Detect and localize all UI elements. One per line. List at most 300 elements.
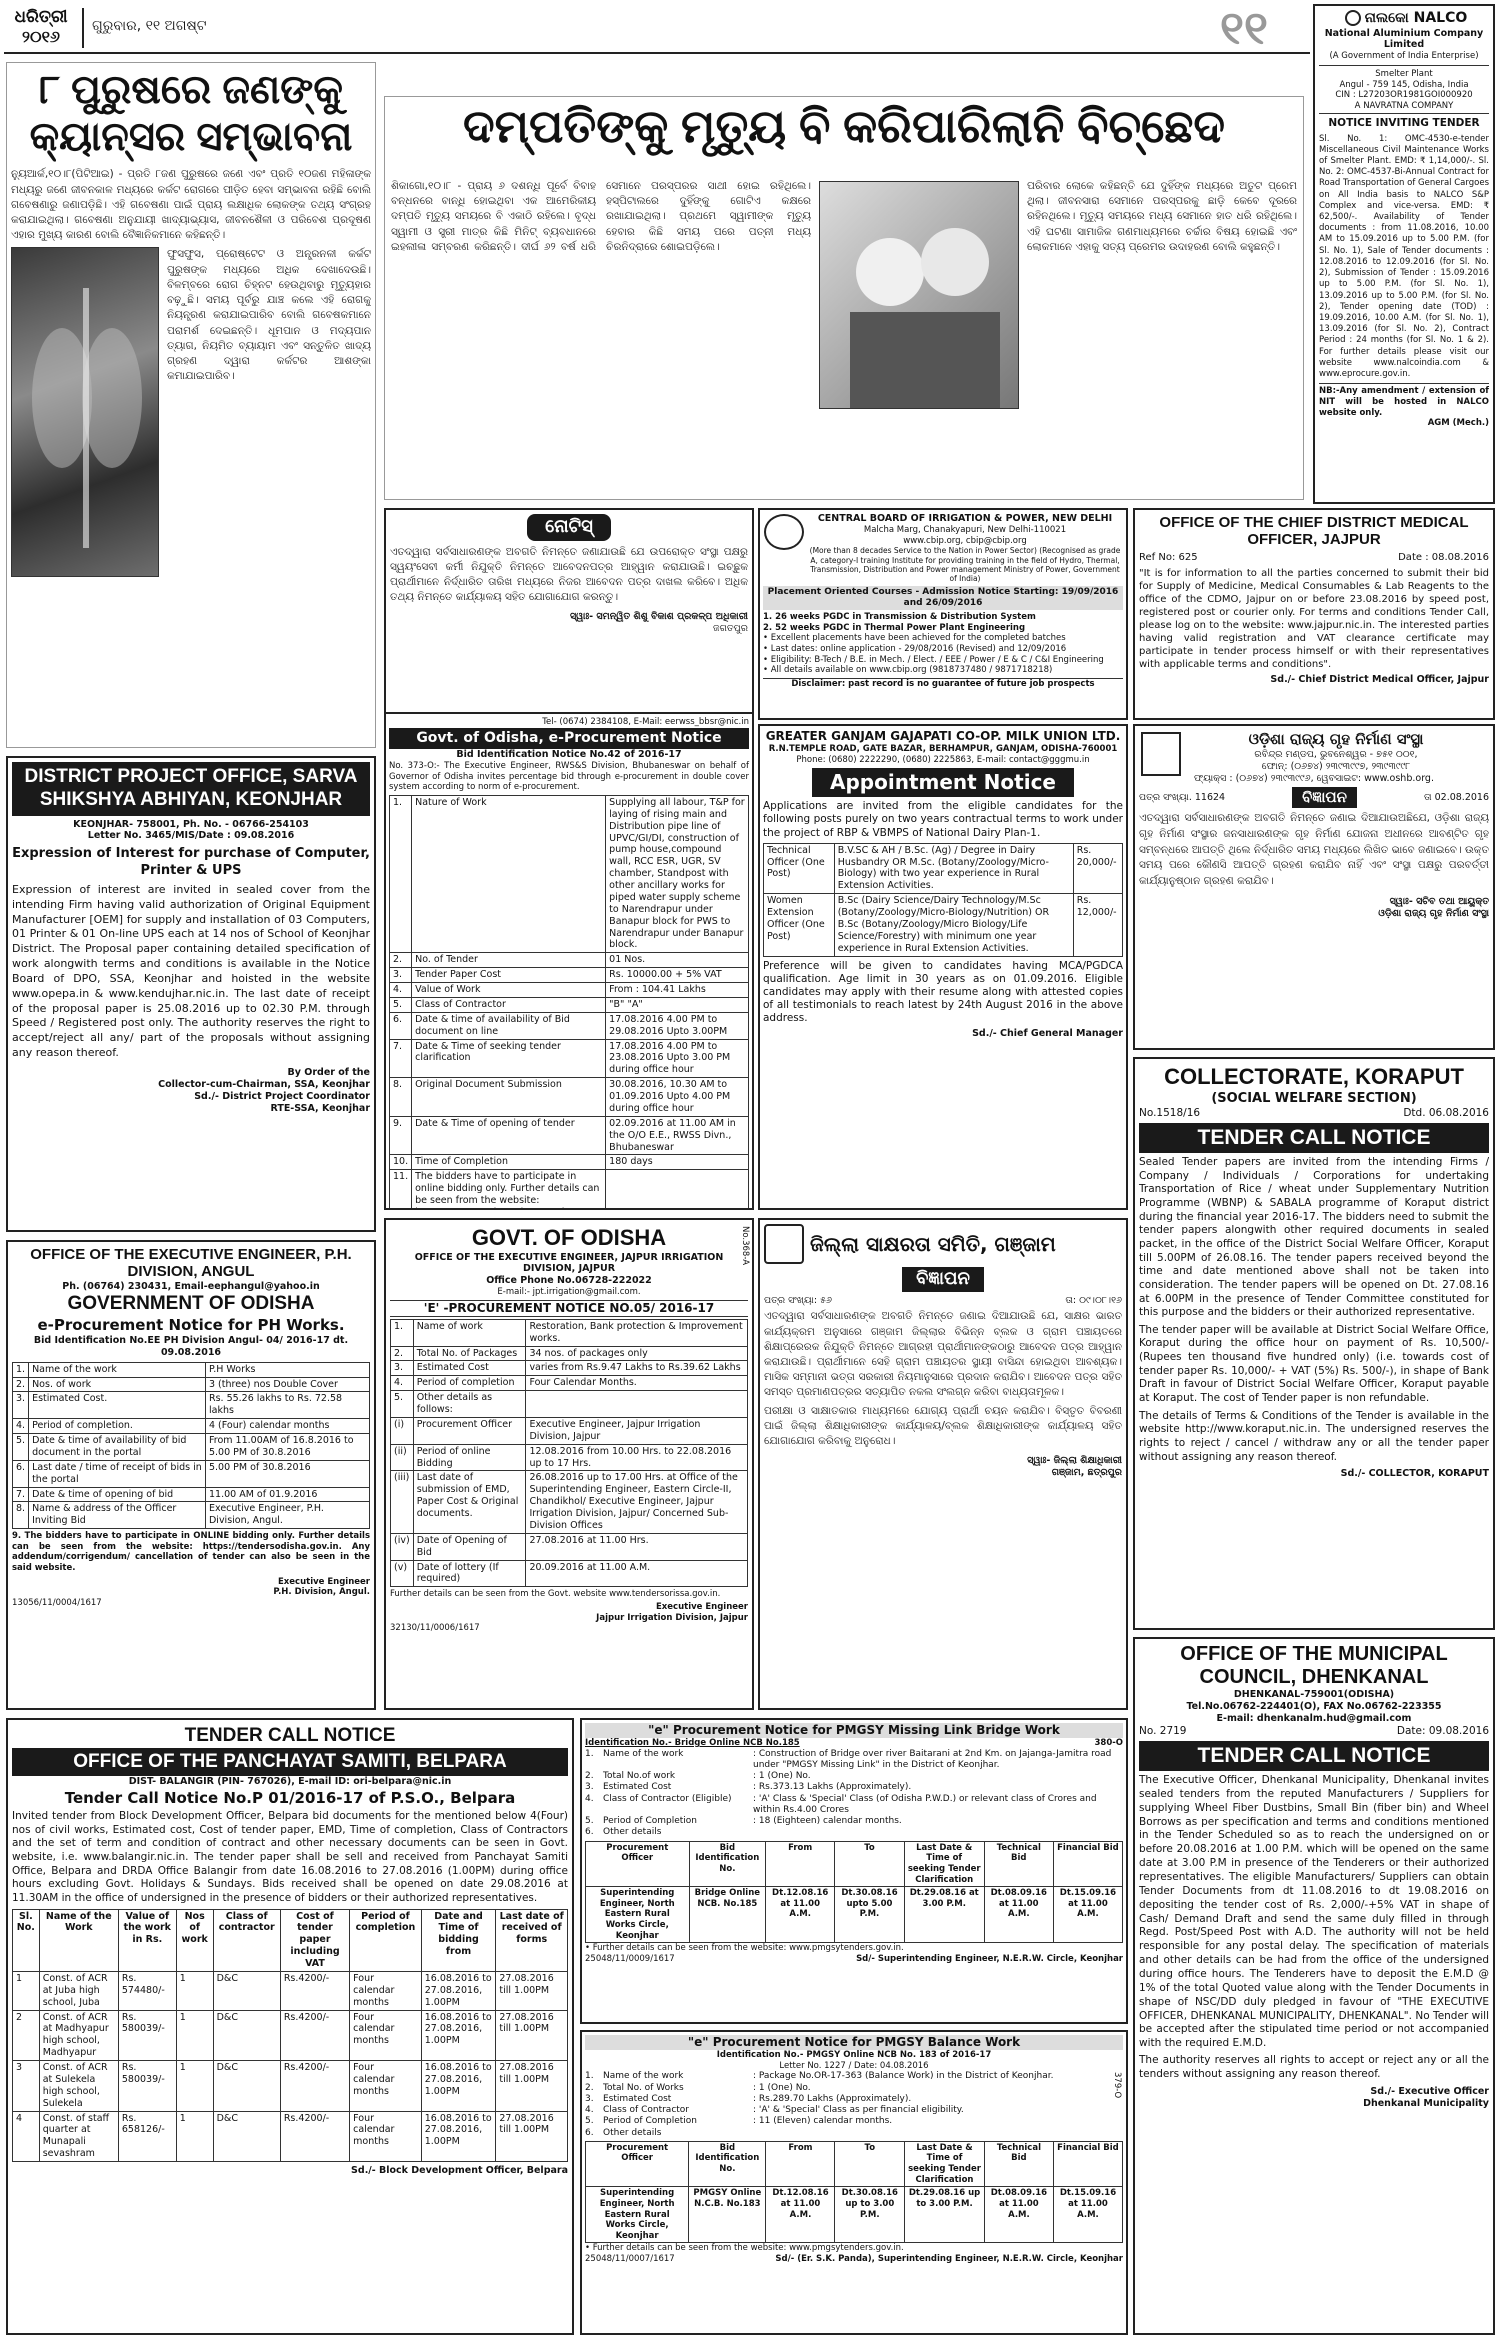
dpo-sign: Sd./- District Project Coordinator [194, 1090, 370, 1102]
rwss-notice [384, 712, 754, 1210]
koraput-band: TENDER CALL NOTICE [1139, 1123, 1489, 1153]
pmgsy2-item-value [753, 2128, 1123, 2139]
belpara-cell: Rs. 658126/- [118, 2111, 176, 2162]
angul-cell: Last date / time of receipt of bids in the portal [29, 1460, 206, 1487]
jajpur-cell: 4. [391, 1376, 414, 1391]
belpara-cell: Four calendar months [350, 2061, 422, 2112]
nalco-sign: AGM (Mech.) [1427, 418, 1489, 429]
belpara-cell: Four calendar months [350, 2111, 422, 2162]
angul-note: 9. The bidders have to participate in ONLINE bidding only. Further details can be seen from the website: https://tendersodisha.gov.in. Any addendum/corrigendum/ cancellation of tender can also be seen in the said website. [12, 1531, 370, 1573]
rwss-row [390, 953, 749, 968]
jajpur-cell: Name of work [413, 1319, 526, 1346]
pmgsy2-item [585, 2094, 1123, 2105]
angul-sub: e-Procurement Notice for PH Works. [37, 1316, 345, 1335]
icds-notice-body: ଏତଦ୍ୱାରା ସର୍ବସାଧାରଣଙ୍କ ଅବଗତି ନିମନ୍ତେ ଜଣାଯାଉଛି ଯେ ଉପରୋକ୍ତ ସଂସ୍ଥା ପକ୍ଷରୁ ସ୍ୱୟଂସେବୀ କର୍ମୀ ନିଯୁକ୍ତି ନିମନ୍ତେ ଆବେଦନପତ୍ର ଆହ୍ୱାନ କରାଯାଉଛି। ଇଚ୍ଛୁକ ପ୍ରାର୍ଥୀମାନେ ନିର୍ଦ୍ଧାରିତ ତାରିଖ ମଧ୍ୟରେ ନିଜର ଆବେଦନ ପତ୍ର ଦାଖଲ କରିବେ। ଅଧିକ ତଥ୍ୟ ନିମନ୍ତେ କାର୍ଯ୍ୟାଳୟ ସହିତ ଯୋଗାଯୋଗ କରନ୍ତୁ। [390, 545, 748, 604]
angul-cell: 4. [13, 1419, 29, 1434]
belpara-row [13, 1971, 568, 2010]
jajpur-cell: Total No. of Packages [413, 1346, 526, 1361]
milk-row [764, 843, 1123, 894]
jajpur-email: E-mail:- jpt.irrigation@gmail.com. [497, 1287, 641, 1298]
belpara-col-header: Name of the Work [39, 1909, 118, 1971]
cdmo-ref: Ref No: 625 [1139, 551, 1198, 563]
pmgsy1-cell: Bridge Online NCB. No.185 [689, 1887, 766, 1943]
pmgsy1-item-label: Name of the work [603, 1748, 684, 1759]
pmgsy1-item [585, 1749, 1123, 1772]
pmgsy1-item-value [753, 1827, 1123, 1838]
rwss-row [390, 1170, 749, 1210]
pmgsy1-item [585, 1827, 1123, 1838]
jajpur-cell: Last date of submission of EMD, Paper Cost & Original documents. [413, 1471, 526, 1533]
rwss-intro: No. 373-O:- The Executive Engineer, RWS&S Division, Bhubaneswar on behalf of Governor of Odisha invites percentage bid through e-procurement in double cover system according to norm of e-procurement. [389, 761, 749, 793]
story-cancer-headline: ୮ ପୁରୁଷରେ ଜଣଙ୍କୁ କ୍ୟାନ୍ସର ସମ୍ଭାବନା [29, 68, 353, 160]
pmgsy2-item-value: : 'A' & 'Special' Class as per financial eligibility. [753, 2105, 964, 2115]
pmgsy1-item-value: : 1 (One) No. [753, 1771, 811, 1782]
milk-cell: Rs. 20,000/- [1073, 843, 1122, 894]
oshb-title: ଓଡ଼ିଶା ରାଜ୍ୟ ଗୃହ ନିର୍ମାଣ ସଂସ୍ଥା [1248, 730, 1424, 748]
belpara-cell: Const. of staff quarter at Munapali sevashram [39, 2111, 118, 2162]
rwss-row [390, 1039, 749, 1078]
pmgsy1-item-no: 2. [585, 1771, 594, 1782]
rwss-row [390, 997, 749, 1012]
pmgsy1-item-value: : Rs.373.13 Lakhs (Approximately). [753, 1782, 912, 1793]
rwss-cell: 7. [390, 1039, 412, 1078]
pmgsy2-item-label: Class of Contractor [603, 2105, 689, 2115]
masthead-divider [82, 8, 84, 48]
angul-cell: 4 (Four) calendar months [205, 1419, 369, 1434]
belpara-cell: 4 [13, 2111, 40, 2162]
oshb-notice [1133, 724, 1495, 1050]
pmgsy1-cell: Dt.08.09.16 at 11.00 A.M. [984, 1887, 1053, 1943]
pmgsy2-title: "e" Procurement Notice for PMGSY Balance Work [585, 2035, 1123, 2050]
jajpur-note: Further details can be seen from the Govt. website www.tendersorissa.gov.in. [390, 1589, 721, 1600]
pmgsy1-footsign: Sd/- Superintending Engineer, N.E.R.W. Circle, Keonjhar [856, 1953, 1123, 1964]
koraput-date: Dtd. 06.08.2016 [1403, 1106, 1489, 1119]
jajpur-phone: Office Phone No.06728-222022 [486, 1275, 652, 1287]
jajpur-side-no: No.368-A [740, 1226, 750, 1266]
rwss-cell: Time of Completion [412, 1155, 606, 1170]
pmgsy2-item-label: Period of Completion [603, 2116, 698, 2127]
pmgsy2-item-no: 3. [585, 2093, 594, 2104]
pmgsy2-item-no: 6. [585, 2127, 594, 2138]
angul-row [13, 1434, 370, 1461]
cbip-band: Placement Oriented Courses - Admission Notice Starting: 19/09/2016 and 26/09/2016 [763, 586, 1123, 611]
oshb-head: ବିଜ୍ଞାପନ [1292, 787, 1357, 808]
angul-code: 13056/11/0004/1617 [12, 1597, 102, 1608]
pmgsy-bridge-notice [580, 1718, 1128, 2024]
belpara-cell: 1 [13, 1971, 40, 2010]
rwss-cell: Tender Paper Cost [412, 968, 606, 983]
jajpur-cell: 1. [391, 1319, 414, 1346]
pmgsy1-item-label: Period of Completion [603, 1816, 698, 1827]
pmgsy1-col-header: Procurement Officer [586, 1841, 690, 1887]
pmgsy1-item-label: Other details [603, 1827, 662, 1838]
dpo-title: DISTRICT PROJECT OFFICE, SARVA SHIKSHYA ABHIYAN, KEONJHAR [12, 762, 370, 816]
pmgsy1-col-header: To [835, 1841, 904, 1887]
cbip-item: • Last dates: online application - 29/08/2016 (Revised) and 12/09/2016 [763, 644, 1067, 654]
pmgsy1-item-no: 1. [585, 1748, 594, 1759]
angul-cell: Date & time of availability of bid document in the portal [29, 1434, 206, 1461]
belpara-row [13, 2061, 568, 2112]
rwss-cell: Nature of Work [412, 795, 606, 952]
oshb-fax: ଫ୍ୟାକ୍ସ : (୦୬୭୪) ୨୩୯୩୯୯୬, ୱେବସାଇଟ: www.oshb.org. [1194, 772, 1434, 784]
milk-row [764, 894, 1123, 956]
belpara-header-row [13, 1909, 568, 1971]
pmgsy1-item-no: 5. [585, 1816, 594, 1827]
angul-cell: 3. [13, 1392, 29, 1419]
pmgsy2-table [585, 2141, 1123, 2244]
angul-row [13, 1377, 370, 1392]
dhenkanal-title: OFFICE OF THE MUNICIPAL COUNCIL, DHENKANAL [1180, 1643, 1448, 1688]
pmgsy1-id: Identification No.- Bridge Online NCB No.185 [585, 1738, 800, 1748]
jajpur-row [391, 1319, 748, 1346]
pmgsy1-header-row [586, 1841, 1123, 1887]
rwss-row [390, 968, 749, 983]
pmgsy2-item-label: Total No. of Works [603, 2082, 684, 2093]
pmgsy1-col-header: Technical Bid [984, 1841, 1053, 1887]
belpara-table [12, 1909, 568, 2163]
pmgsy2-col-header: Last Date & Time of seeking Tender Clarification [905, 2141, 985, 2187]
jajpur-row [391, 1361, 748, 1376]
angul-row [13, 1460, 370, 1487]
jajpur-row [391, 1560, 748, 1587]
xray-image-icon [12, 248, 159, 577]
cbip-title: CENTRAL BOARD OF IRRIGATION & POWER, NEW DELHI [817, 513, 1113, 524]
pmgsy2-item-no: 2. [585, 2082, 594, 2093]
angul-cell: 1. [13, 1362, 29, 1377]
dpo-sign: RTE-SSA, Keonjhar [270, 1102, 370, 1114]
pmgsy2-id: Identification No.- PMGSY Online NCB No. 183 of 2016-17 [716, 2050, 992, 2060]
rwss-cell: Date & Time of opening of tender [412, 1116, 606, 1155]
angul-cell: From 11.00AM of 16.8.2016 to 5.00 PM of 30.8.2016 [205, 1434, 369, 1461]
jajpur-cell: Procurement Officer [413, 1417, 526, 1444]
dhenkanal-date: Date: 09.08.2016 [1396, 1724, 1489, 1737]
angul-cell: Executive Engineer, P.H. Division, Angul. [205, 1502, 369, 1529]
pmgsy2-col-header: Bid Identification No. [689, 2141, 766, 2187]
dhenkanal-body: The Executive Officer, Dhenkanal Municipality, Dhenkanal invites sealed tenders from the reputed Manufacturers / Suppliers for supplying Wheel Fiber Dustbins, Small Bin (fiber bin) and Wheel Borrows as per specification and terms and conditions mentioned in the Tender Scheduled so as to reach the undersigned on or before 20.08.2016 at 1.00 P.M. which will be opened on the same date at 3.00 P.M in presence of the Tenderers or their authorized representatives. The eligible Manufacturers/ Suppliers can obtain Tender Documents from dt 11.08.2016 to dt 19.08.2016 on depositing the tender cost of Rs. 2,000/-+5% VAT in shape of Cash/ Demand Draft and send the same duly filled in through Regd. Post/Speed Post with A.D. The authority will not be held responsible for any postal delay. The specification of materials and other details can be had from the office of the undersigned during office hours. The Tenderers have to deposit the E.M.D @ 1% of the total Quoted value along with the Tender Documents in shape of NSC/DD duly pledged in favour of "THE EXECUTIVE OFFICER, DHENKANAL MUNICIPALITY, DHENKANAL". No Tender will be accepted after the stipulated time period or not accompanied with the required E.M.D. [1139, 1774, 1489, 2050]
angul-ph-notice [6, 1240, 376, 1710]
belpara-cell: D&C [213, 2061, 280, 2112]
dhenkanal-sign: Sd./- Executive Officer [1370, 2085, 1489, 2097]
rwss-cell: Original Document Submission [412, 1078, 606, 1117]
belpara-cell: Const. of ACR at Sulekela high school, Sulekela [39, 2061, 118, 2112]
pmgsy1-items [585, 1749, 1123, 1839]
rwss-cell: From : 104.41 Lakhs [606, 983, 749, 998]
angul-cell: Period of completion. [29, 1419, 206, 1434]
koraput-sign: Sd./- COLLECTOR, KORAPUT [1340, 1468, 1489, 1480]
jajpur-cell: (i) [391, 1417, 414, 1444]
belpara-cell: 27.08.2016 till 1.00PM [496, 2111, 568, 2162]
rwss-row [390, 1116, 749, 1155]
jajpur-title: GOVT. OF ODISHA [471, 1225, 667, 1250]
jajpur-cell: 34 nos. of packages only [526, 1346, 748, 1361]
rwss-cell: 1. [390, 795, 412, 952]
belpara-cell: Four calendar months [350, 2010, 422, 2061]
belpara-col-header: Period of completion [350, 1909, 422, 1971]
pmgsy2-item [585, 2071, 1123, 2082]
belpara-notice [6, 1718, 574, 2335]
story-cancer-body-2: ଫୁସଫୁସ, ପ୍ରୋଷ୍ଟେଟ ଓ ଅନ୍ତ୍ରନଳୀ କର୍କଟ ପୁରୁଷଙ୍କ ମଧ୍ୟରେ ଅଧିକ ଦେଖାଦେଉଛି। ବିଳମ୍ବରେ ରୋଗ ଚିହ୍ନଟ ହେଉଥିବାରୁ ମୃତ୍ୟୁହାର ବଢ଼ୁଛି। ସମୟ ପୂର୍ବରୁ ଯାଞ୍ଚ କଲେ ଏହି ରୋଗକୁ ନିୟନ୍ତ୍ରଣ କରାଯାଇପାରିବ ବୋଲି ଗବେଷକମାନେ ପରାମର୍ଶ ଦେଇଛନ୍ତି। ଧୂମପାନ ଓ ମଦ୍ୟପାନ ତ୍ୟାଗ, ନିୟମିତ ବ୍ୟାୟାମ ଏବଂ ସନ୍ତୁଳିତ ଖାଦ୍ୟ ଗ୍ରହଣ ଦ୍ୱାରା କର୍କଟର ଆଶଙ୍କା କମାଯାଇପାରିବ। [167, 248, 371, 383]
angul-cell: Name & address of the Officer Inviting Bid [29, 1502, 206, 1529]
rwss-row [390, 1155, 749, 1170]
jajpur-cell: Date of Opening of Bid [413, 1533, 526, 1560]
cbip-addr: Malcha Marg, Chanakyapuri, New Delhi-110021 [863, 524, 1067, 535]
pmgsy1-code: 380-O [1094, 1738, 1123, 1748]
dhenkanal-sign: Dhenkanal Municipality [1363, 2097, 1489, 2109]
belpara-cell: 27.08.2016 till 1.00PM [496, 2010, 568, 2061]
pmgsy1-cell: Dt.30.08.16 upto 5.00 P.M. [835, 1887, 904, 1943]
cbip-rec: (More than 8 decades Service to the Nation in Power Sector) (Recognised as grade A, category-I training Institute for providing training in the field of Hydro, Thermal, Transmission, Distribution and Power management Ministry of Power, Government of India) [809, 546, 1121, 584]
belpara-cell: 2 [13, 2010, 40, 2061]
xray-photo [11, 247, 159, 577]
masthead-year: ୨୦୧୬ [22, 29, 60, 46]
jajpur-cell: 27.08.2016 at 11.00 Hrs. [526, 1533, 748, 1560]
jajpur-cell: Period of online Bidding [413, 1444, 526, 1471]
pmgsy2-item-value: : Package No.OR-17-363 (Balance Work) in the District of Keonjhar. [753, 2071, 1054, 2082]
dhenkanal-band: TENDER CALL NOTICE [1139, 1741, 1489, 1771]
pmgsy1-item-no: 3. [585, 1782, 594, 1793]
dpo-subject: Expression of Interest for purchase of Computer, Printer & UPS [12, 846, 370, 878]
pmgsy1-cell: Dt.12.08.16 at 11.00 A.M. [766, 1887, 835, 1943]
koraput-notice [1133, 1057, 1495, 1630]
angul-cell: Nos. of work [29, 1377, 206, 1392]
rwss-cell [606, 1170, 749, 1210]
jajpur-row [391, 1376, 748, 1391]
masthead-dateline: ଗୁରୁବାର, ୧୧ ଅଗଷ୍ଟ [92, 18, 207, 34]
nalco-name: National Aluminium Company Limited [1324, 27, 1484, 51]
zss-title: ଜିଲ୍ଲା ସାକ୍ଷରତା ସମିତି, ଗଞ୍ଜାମ [810, 1231, 1056, 1256]
rwss-title: Govt. of Odisha, e-Procurement Notice [389, 728, 749, 750]
oshb-addr: ରବିନ୍ଦ୍ର ମଣ୍ଡପ, ଭୁବନେଶ୍ୱର - ୭୫୧ ୦୦୧, [1254, 748, 1418, 760]
belpara-band-1: TENDER CALL NOTICE [184, 1725, 396, 1746]
pmgsy1-cell: Dt.15.09.16 at 11.00 A.M. [1053, 1887, 1122, 1943]
belpara-cell: 1 [176, 2061, 213, 2112]
rwss-contact: Tel- (0674) 2384108, E-Mail: eerwss_bbsr@nic.in [542, 717, 749, 727]
nalco-plant: Smelter Plant [1375, 68, 1433, 79]
zss-date: ତା: ୦୯।୦୮।୧୬ [1065, 1294, 1122, 1306]
belpara-cell: Rs. 574480/- [118, 1971, 176, 2010]
angul-phone: Ph. (06764) 230431, Email-eephangul@yahoo.in [62, 1280, 320, 1292]
rwss-cell: Date & Time of seeking tender clarification [412, 1039, 606, 1078]
pmgsy2-item-no: 5. [585, 2116, 594, 2127]
rwss-cell: 10. [390, 1155, 412, 1170]
pmgsy1-table [585, 1841, 1123, 1944]
jajpur-cell: 3. [391, 1361, 414, 1376]
angul-sign: Executive Engineer [277, 1576, 370, 1587]
nalco-body: Sl. No. 1: OMC-4530-e-tender Miscellaneous Civil Maintenance Works of Smelter Plant. EMD: ₹ 1,14,000/-. Sl. No. 2: OMC-4537-Bi-Annual Contract for Road Transportation of General Cargoes on All India basis to NALCO S&P Complex and vice-versa. EMD: ₹ 62,500/-. Availability of Tender documents : from 11.08.2016, 10.00 AM to 15.09.2016 up to 5.00 P.M. (for Sl. No. 1), Sale of Tender documents : 12.08.2016 to 12.09.2016 (for Sl. No. 2), Submission of Tender : 15.09.2016 up to 5.00 P.M. (for Sl. No. 1), 13.09.2016 up to 5.00 P.M. (for Sl. No. 2), Tender opening date (TOD) : 19.09.2016, 10.00 A.M. (for Sl. No. 1), 13.09.2016 (for Sl. No. 2), Contract Period : 24 months (for Sl. No. 1 & 2). For further details please visit our website www.nalcoindia.com & www.eprocure.gov.in. [1319, 133, 1489, 380]
pmgsy1-item-value: : 18 (Eighteen) calendar months. [753, 1816, 902, 1827]
pmgsy1-item [585, 1794, 1123, 1817]
pmgsy2-col-header: Procurement Officer [586, 2141, 689, 2187]
pmgsy2-cell: Dt.29.08.16 up to 3.00 P.M. [905, 2187, 985, 2243]
rwss-row [390, 795, 749, 952]
icds-notice-title: ନୋଟିସ୍ [527, 514, 611, 541]
cbip-item: • Eligibility: B-Tech / B.E. in Mech. / Elect. / EEE / Power / E & C / C&I Engineering [763, 654, 1104, 665]
angul-bid: Bid Identification No.EE PH Division Angul- 04/ 2016-17 dt. 09.08.2016 [33, 1334, 349, 1358]
belpara-cell: Rs.4200/- [280, 2111, 349, 2162]
page-number: ୧୧ [1220, 4, 1268, 54]
pmgsy2-footsign: Sd/- (Er. S.K. Panda), Superintending Engineer, N.E.R.W. Circle, Keonjhar [775, 2254, 1123, 2264]
rwss-row [390, 1012, 749, 1039]
angul-cell: 6. [13, 1460, 29, 1487]
dpo-sign: By Order of the [287, 1066, 370, 1078]
pmgsy2-row [586, 2187, 1123, 2243]
jajpur-cell: Estimated Cost [413, 1361, 526, 1376]
cbip-item: 1. 26 weeks PGDC in Transmission & Distribution System [763, 612, 1036, 623]
belpara-cell: 16.08.2016 to 27.08.2016, 1.00PM [421, 1971, 496, 2010]
belpara-row [13, 2010, 568, 2061]
pmgsy-balance-notice [580, 2030, 1128, 2335]
jajpur-cell: (v) [391, 1560, 414, 1587]
pmgsy1-item-value: : 'A' Class & 'Special' Class (of Odisha P.W.D.) or relevant class of Crores and within Rs.4.00 Crores [753, 1793, 1097, 1815]
rwss-cell: 5. [390, 997, 412, 1012]
pmgsy2-item [585, 2116, 1123, 2127]
pmgsy1-col-header: Financial Bid [1053, 1841, 1122, 1887]
story-couple-body-2: ପରିବାର ଲୋକେ କହିଛନ୍ତି ଯେ ଦୁହିଁଙ୍କ ମଧ୍ୟରେ ଅତୁଟ ପ୍ରେମ ଥିଲା। ଜୀବନସାରା ସେମାନେ ପରସ୍ପରକୁ ଛାଡ଼ି କେବେ ଦୂରରେ ରହିନଥିଲେ। ମୃତ୍ୟୁ ସମୟରେ ମଧ୍ୟ ସେମାନେ ହାତ ଧରି ରହିଥିଲେ। ଏହି ଘଟଣା ସାମାଜିକ ଗଣମାଧ୍ୟମରେ ଚର୍ଚ୍ଚାର ବିଷୟ ହୋଇଛି ଏବଂ ଲୋକମାନେ ଏହାକୁ ସତ୍ୟ ପ୍ରେମର ଉଦାହରଣ ବୋଲି କହୁଛନ୍ତି। [1027, 180, 1297, 253]
zss-logo-icon [764, 1224, 804, 1264]
couple-image-icon [820, 182, 1019, 409]
belpara-body: Invited tender from Block Development Officer, Belpara bid documents for the mentioned below 4(Four) nos of civil works, Estimated cost, Cost of tender paper, EMD, Time of completion, Class of Contractors and the set of term and condition of contract and other necessary documents can be seen in Govt. website, i.e. www.balangir.nic.in. The tender paper shall be sell and received from Panchayat Samiti Office, Belpara and DRDA Office Balangir from date 16.08.2016 to 27.08.2016 (1.00PM) during office hours excluding Govt. Holidays & Sundays. Bids received shall be opened on date 29.08.2016 at 11.30AM in the office of undersigned in the presence of bidders or their authorized representatives. [12, 1810, 568, 1904]
belpara-cell: 1 [176, 2010, 213, 2061]
jajpur-cell: Other details as follows: [413, 1391, 526, 1418]
belpara-sign: Sd./- Block Development Officer, Belpara [351, 2165, 568, 2177]
pmgsy2-cell: Dt.12.08.16 at 11.00 A.M. [766, 2187, 835, 2243]
pmgsy1-col-header: Last Date & Time of seeking Tender Clarification [904, 1841, 984, 1887]
story-couple [384, 96, 1304, 500]
rwss-row [390, 983, 749, 998]
rwss-cell: 17.08.2016 4.00 PM to 29.08.2016 Upto 3.00PM [606, 1012, 749, 1039]
angul-cell: 5.00 PM of 30.8.2016 [205, 1460, 369, 1487]
angul-row [13, 1362, 370, 1377]
oshb-body: ଏତଦ୍ୱାରା ସର୍ବସାଧାରଣଙ୍କ ଅବଗତି ନିମନ୍ତେ ଜଣାଇ ଦିଆଯାଉଅଛିଯେ, ଓଡ଼ିଶା ରାଜ୍ୟ ଗୃହ ନିର୍ମାଣ ସଂସ୍ଥାର ଜନସାଧାରଣଙ୍କ ଗୃହ ନିର୍ମାଣ ଯୋଜନା ଅଧୀନରେ ଆବଣ୍ଟିତ ଗୃହ ସମ୍ବନ୍ଧରେ ଆପତ୍ତି ଥିଲେ ନିର୍ଦ୍ଧାରିତ ସମୟ ମଧ୍ୟରେ ଲିଖିତ ଭାବେ ଜଣାଇବେ। ଉକ୍ତ ସମୟ ପରେ କୌଣସି ଆପତ୍ତି ଗ୍ରହଣ କରାଯିବ ନାହିଁ ଏବଂ ସଂସ୍ଥା ପକ୍ଷରୁ ପରବର୍ତ୍ତୀ କାର୍ଯ୍ୟାନୁଷ୍ଠାନ ଗ୍ରହଣ କରାଯିବ। [1139, 812, 1489, 888]
angul-row [13, 1392, 370, 1419]
milk-cell: Women Extension Officer (One Post) [764, 894, 835, 956]
angul-cell: 5. [13, 1434, 29, 1461]
angul-table [12, 1362, 370, 1530]
pmgsy1-col-header: Bid Identification No. [689, 1841, 766, 1887]
milk-outro: Preference will be given to candidates having MCA/PGDCA qualification. Age limit in 30 years as on 01.09.2016. Eligible candidates may apply with their resume along with attested copies of all testimonials to reach latest by 24th August 2016 in the above address. [763, 959, 1123, 1024]
milk-cell: B.V.SC & AH / B.Sc. (Ag) / Degree in Dairy Husbandry OR M.Sc. (Botany/Zoology/Micro-Biology) with two year experience in Rural Extension Activities. [834, 843, 1073, 894]
belpara-cell: D&C [213, 1971, 280, 2010]
rwss-cell: 17.08.2016 4.00 PM to 23.08.2016 Upto 3.00 PM during office hour [606, 1039, 749, 1078]
jajpur-row [391, 1346, 748, 1361]
pmgsy2-col-header: Financial Bid [1053, 2141, 1122, 2187]
milk-cell: Rs. 12,000/- [1073, 894, 1122, 956]
belpara-col-header: Last date of received of forms [496, 1909, 568, 1971]
rwss-cell: 02.09.2016 at 11.00 AM in the O/O E.E., RWSS Divn., Bhubaneswar [606, 1116, 749, 1155]
oshb-sign: ଓଡ଼ିଶା ରାଜ୍ୟ ଗୃହ ନିର୍ମାଣ ସଂସ୍ଥା [1378, 907, 1489, 919]
pmgsy2-col-header: From [766, 2141, 835, 2187]
angul-cell: 3 (three) nos Double Cover [205, 1377, 369, 1392]
rwss-cell: Date & time of availability of Bid document on line [412, 1012, 606, 1039]
pmgsy1-item-no: 6. [585, 1827, 594, 1838]
jajpur-cell: Period of completion [413, 1376, 526, 1391]
rwss-cell: No. of Tender [412, 953, 606, 968]
rwss-cell: Rs. 10000.00 + 5% VAT [606, 968, 749, 983]
pmgsy2-item-label: Estimated Cost [603, 2093, 672, 2104]
angul-cell: Name of the work [29, 1362, 206, 1377]
pmgsy1-item [585, 1782, 1123, 1793]
nalco-logo-icon [1345, 10, 1361, 26]
pmgsy2-item-no: 1. [585, 2071, 594, 2082]
belpara-cell: Rs. 580039/- [118, 2010, 176, 2061]
rwss-cell: 6. [390, 1012, 412, 1039]
cbip-item: • All details available on www.cbip.org (9818737480 / 9871718218) [763, 665, 1053, 676]
pmgsy1-item [585, 1816, 1123, 1827]
cbip-web: www.cbip.org, cbip@cbip.org [903, 535, 1027, 546]
angul-row [13, 1487, 370, 1502]
pmgsy1-cell: Superintending Engineer, North Eastern Rural Works Circle, Keonjhar [586, 1887, 690, 1943]
pmgsy2-item-no: 4. [585, 2105, 594, 2115]
belpara-cell: Rs.4200/- [280, 2061, 349, 2112]
oshb-no: ପତ୍ର ସଂଖ୍ୟା. 11624 [1139, 791, 1226, 803]
dpo-keonjhar-notice [6, 756, 376, 1232]
jajpur-table [390, 1319, 748, 1588]
oshb-logo-icon [1141, 732, 1181, 776]
angul-gov: GOVERNMENT OF ODISHA [67, 1293, 315, 1315]
angul-cell: Estimated Cost. [29, 1392, 206, 1419]
pmgsy1-col-header: From [766, 1841, 835, 1887]
pmgsy1-note: • Further details can be seen from the website: www.pmgsytenders.gov.in. [585, 1943, 904, 1954]
dhenkanal-tel: Tel.No.06762-224401(O), FAX No.06762-223355 [1186, 1700, 1442, 1712]
belpara-cell: 16.08.2016 to 27.08.2016, 1.00PM [421, 2010, 496, 2061]
cdmo-date: Date : 08.08.2016 [1398, 551, 1489, 563]
nalco-tag: A NAVRATNA COMPANY [1319, 101, 1489, 115]
rwss-cell: Supplying all labour, T&P for laying of rising main and Distribution pipe line of UPVC/GI/DI, construction of pump house,compound wall, RCC ESR, UGR, SV chamber, Standpost with other ancillary works for piped water supply scheme to Narendrapur under Banapur block for PWS to Narendrapur under Banapur block. [606, 795, 749, 952]
dhenkanal-body-2: The authority reserves all rights to accept or reject any or all the tenders without assigning any reason thereof. [1139, 2054, 1489, 2081]
jajpur-code: 32130/11/0006/1617 [390, 1623, 480, 1634]
belpara-cell: D&C [213, 2111, 280, 2162]
dpo-addr: KEONJHAR- 758001, Ph. No. - 06766-254103 [73, 818, 309, 830]
belpara-head: Tender Call Notice No.P 01/2016-17 of P.S.O., Belpara [64, 1789, 516, 1808]
nalco-title: NOTICE INVITING TENDER [1328, 117, 1480, 130]
angul-row [13, 1502, 370, 1529]
pmgsy2-cell: Dt.15.09.16 at 11.00 A.M. [1053, 2187, 1122, 2243]
milk-cell: B.Sc (Dairy Science/Dairy Technology/M.Sc (Botany/Zoology/Micro-Biology/Nutrition) OR B.Sc (Botany/Zoology/Micro Biology/Life Science/Forestry) with minimum one year experience in Rural Extension Activities. [834, 894, 1073, 956]
cbip-item: • Excellent placements have been achieved for the completed batches [763, 633, 1066, 644]
pmgsy2-cell: Dt.30.08.16 up to 3.00 P.M. [835, 2187, 905, 2243]
belpara-col-header: Cost of tender paper including VAT [280, 1909, 349, 1971]
pmgsy1-footcode: 25048/11/0009/1617 [585, 1953, 675, 1964]
icds-notice [384, 508, 754, 720]
pmgsy2-cell: PMGSY Online N.C.B. No.183 [689, 2187, 766, 2243]
cbip-item: 2. 52 weeks PGDC in Thermal Power Plant Engineering [763, 622, 1026, 633]
zss-band: ବିଜ୍ଞାପନ [902, 1267, 984, 1292]
jajpur-band: 'E' -PROCUREMENT NOTICE NO.05/ 2016-17 [390, 1300, 748, 1317]
jajpur-row [391, 1471, 748, 1533]
pmgsy2-header-row [586, 2141, 1123, 2187]
jajpur-sign: Jajpur Irrigation Division, Jajpur [596, 1612, 748, 1623]
koraput-sub: (SOCIAL WELFARE SECTION) [1211, 1090, 1417, 1106]
pmgsy2-col-header: Technical Bid [984, 2141, 1053, 2187]
angul-cell: P.H Works [205, 1362, 369, 1377]
belpara-col-header: Nos of work [176, 1909, 213, 1971]
koraput-body-2: The tender paper will be available at District Social Welfare Office, Koraput during the office hour on payment of Rs. 10,500/- (Rupees ten thousand five hundred only) (i.e. towards cost of tender paper Rs. 10,000/- + VAT (5%) Rs. 500/-), in shape of Bank Draft in favour of District Social Welfare Officer, Koraput payable at Koraput. The cost of Tender paper is non refundable. [1139, 1323, 1489, 1405]
koraput-no: No.1518/16 [1139, 1106, 1201, 1119]
cdmo-title: OFFICE OF THE CHIEF DISTRICT MEDICAL OFFICER, JAJPUR [1159, 514, 1469, 549]
nalco-cin: CIN : L27203OR1981GOI000920 [1335, 90, 1473, 101]
jajpur-cell: Executive Engineer, Jajpur Irrigation Division, Jajpur [526, 1417, 748, 1444]
nalco-brand: ନାଲକୋ [1364, 10, 1409, 26]
belpara-col-header: Class of contractor [213, 1909, 280, 1971]
story-couple-body: ଶିକାଗୋ,୧୦।୮ - ପ୍ରାୟ ୬ ଦଶନ୍ଧି ପୂର୍ବେ ବିବାହ ବନ୍ଧନରେ ବାନ୍ଧି ହୋଇଥିବା ଏକ ଆମେରିକୀୟ ଦମ୍ପତି ମୃତ୍ୟୁ ସମୟରେ ବି ଏକାଠି ରହିଲେ। ବୃଦ୍ଧ ସ୍ୱାମୀ ଓ ସ୍ତ୍ରୀ ମାତ୍ର କିଛି ମିନିଟ୍ ବ୍ୟବଧାନରେ ଇହଲୀଳା ସମ୍ବରଣ କରିଛନ୍ତି। ଦୀର୍ଘ ୬୨ ବର୍ଷ ଧରି ସେମାନେ ପରସ୍ପରର ସାଥୀ ହୋଇ ରହିଥିଲେ। ହସ୍ପିଟାଲରେ ଦୁହିଁଙ୍କୁ ଗୋଟିଏ କକ୍ଷରେ ରଖାଯାଇଥିଲା। ପ୍ରଥମେ ସ୍ୱାମୀଙ୍କ ମୃତ୍ୟୁ ହେବାର କିଛି ସମୟ ପରେ ପତ୍ନୀ ମଧ୍ୟ ଚିରନିଦ୍ରାରେ ଶୋଇପଡ଼ିଲେ। [391, 180, 811, 253]
rwss-cell: 11. [390, 1170, 412, 1210]
couple-photo [819, 181, 1019, 409]
pmgsy1-item-label: Estimated Cost [603, 1782, 672, 1793]
story-cancer-body: ନ୍ୟୁଆର୍କ,୧୦।୮(ପିଟିଆଇ) - ପ୍ରତି ୮ଜଣ ପୁରୁଷରେ ଜଣେ ଏବଂ ପ୍ରତି ୧୦ଜଣ ମହିଳାଙ୍କ ମଧ୍ୟରୁ ଜଣେ ଜୀବନକାଳ ମଧ୍ୟରେ କର୍କଟ ରୋଗରେ ପୀଡ଼ିତ ହେବା ସମ୍ଭାବନା ରହିଛି ବୋଲି ଗବେଷଣାରୁ ଜଣାପଡ଼ିଛି। ଏହି ଗବେଷଣା ପାଇଁ ପ୍ରାୟ ଲକ୍ଷାଧିକ ଲୋକଙ୍କ ତଥ୍ୟ ସଂଗ୍ରହ କରାଯାଇଥିଲା। ଗବେଷଣା ଅନୁଯାୟୀ ଖାଦ୍ୟାଭ୍ୟାସ, ଜୀବନଶୈଳୀ ଓ ପରିବେଶ ପ୍ରଦୂଷଣ ଏହାର ମୁଖ୍ୟ କାରଣ ବୋଲି ବୈଜ୍ଞାନିକମାନେ କହିଛନ୍ତି। [11, 168, 371, 242]
belpara-cell: Const. of ACR at Juba high school, Juba [39, 1971, 118, 2010]
cbip-disclaimer: Disclaimer: past record is no guarantee of future job prospects [763, 678, 1123, 690]
cbip-items [763, 612, 1123, 676]
